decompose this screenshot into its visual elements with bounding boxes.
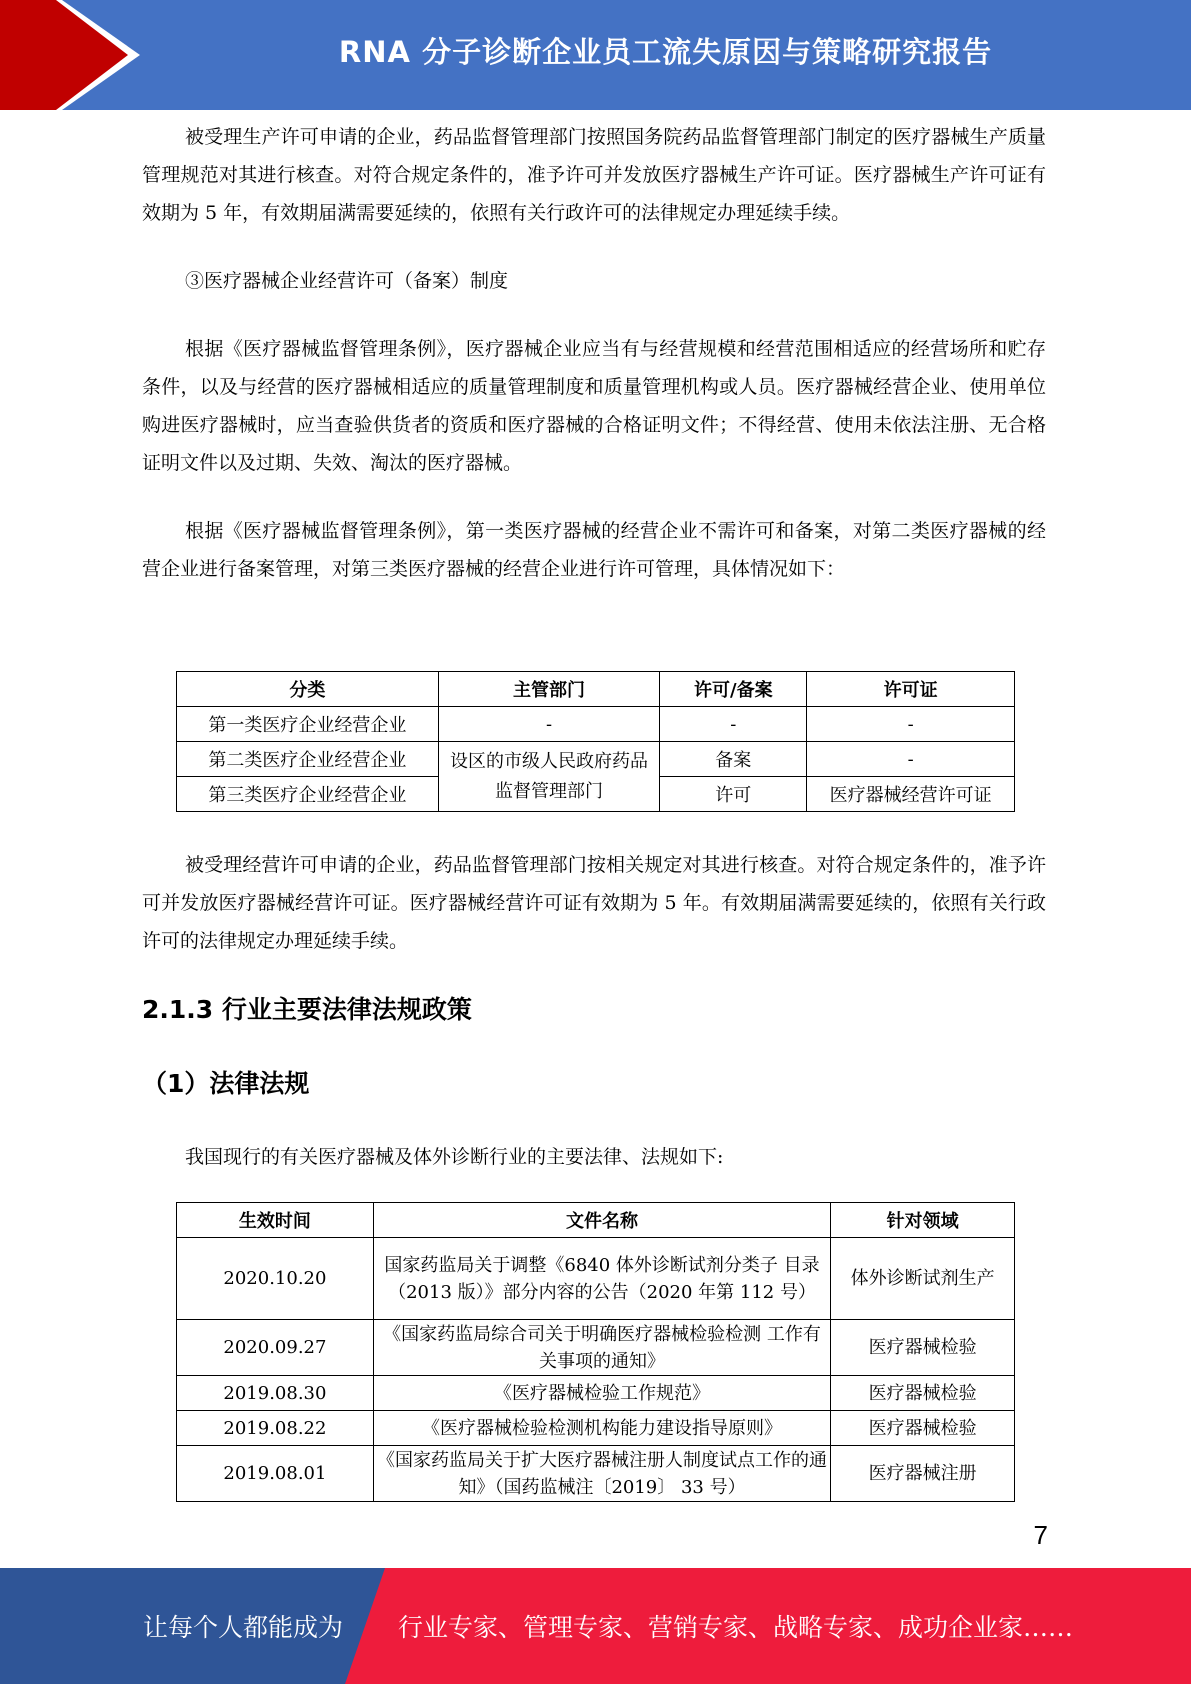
table-header-row <box>177 1203 1015 1238</box>
table-cell: - <box>438 707 660 742</box>
report-title: RNA 分子诊断企业员工流失原因与策略研究报告 <box>338 34 993 69</box>
table-row <box>177 742 1015 777</box>
section-heading: 2.1.3 行业主要法律法规政策 <box>142 995 472 1024</box>
table-cell: 《医疗器械检验检测机构能力建设指导原则》 <box>373 1411 830 1446</box>
table-header: 生效时间 <box>177 1203 374 1238</box>
table-cell: 体外诊断试剂生产 <box>831 1238 1015 1320</box>
table-header: 主管部门 <box>438 672 660 707</box>
subsection-heading: （1）法律法规 <box>142 1069 310 1098</box>
table-cell: 2019.08.30 <box>177 1376 374 1411</box>
table-cell: 第一类医疗企业经营企业 <box>177 707 439 742</box>
paragraph-laws-intro: 我国现行的有关医疗器械及体外诊断行业的主要法律、法规如下: <box>185 1146 724 1168</box>
table-cell-department: 设区的市级人民政府药品监督管理部门 <box>438 742 660 812</box>
table-cell: 2020.09.27 <box>177 1320 374 1376</box>
table-row <box>177 1238 1015 1320</box>
table-header-row <box>177 672 1015 707</box>
table-cell: 医疗器械检验 <box>831 1376 1015 1411</box>
table-cell: 医疗器械经营许可证 <box>807 777 1015 812</box>
table-cell: 《国家药监局关于扩大医疗器械注册人制度试点工作的通知》（国药监械注〔2019〕 33 号） <box>373 1446 830 1502</box>
page-number: 7 <box>1033 1520 1048 1550</box>
table-cell: - <box>660 707 807 742</box>
page-content <box>142 118 1046 588</box>
table-cell: - <box>807 742 1015 777</box>
table-header: 针对领域 <box>831 1203 1015 1238</box>
table-header: 许可证 <box>807 672 1015 707</box>
footer-slogan-left: 让每个人都能成为 <box>143 1613 344 1642</box>
paragraph-business-conditions: 根据《医疗器械监督管理条例》，医疗器械企业应当有与经营规模和经营范围相适应的经营场所和贮存条件，以及与经营的医疗器械相适应的质量管理制度和质量管理机构或人员。医疗器械经营企业、使用单位购进医疗器械时，应当查验供货者的资质和医疗器械的合格证明文件；不得经营、使用未依法注册、无合格证明文件以及过期、失效、淘汰的医疗器械。 <box>142 338 1046 474</box>
table-row <box>177 1376 1015 1411</box>
table-row <box>177 1411 1015 1446</box>
table-cell: 许可 <box>660 777 807 812</box>
table-cell: 国家药监局关于调整《6840 体外诊断试剂分类子 目录（2013 版）》部分内容的公告（2020 年第 112 号） <box>373 1238 830 1320</box>
table-cell: - <box>807 707 1015 742</box>
paragraph-production-license: 被受理生产许可申请的企业，药品监督管理部门按照国务院药品监督管理部门制定的医疗器械生产质量管理规范对其进行核查。对符合规定条件的，准予许可并发放医疗器械生产许可证。医疗器械生产许可证有效期为 5 年，有效期届满需要延续的，依照有关行政许可的法律规定办理延续手续。 <box>142 126 1046 224</box>
paragraph-business-license-validity: 被受理经营许可申请的企业，药品监督管理部门按相关规定对其进行核查。对符合规定条件的，准予许可并发放医疗器械经营许可证。医疗器械经营许可证有效期为 5 年。有效期届满需要延续的，依照有关行政许可的法律规定办理延续手续。 <box>142 854 1046 952</box>
paragraph-classification-management: 根据《医疗器械监督管理条例》，第一类医疗器械的经营企业不需许可和备案，对第二类医疗器械的经营企业进行备案管理，对第三类医疗器械的经营企业进行许可管理，具体情况如下： <box>142 520 1046 580</box>
business-license-table <box>176 671 1015 812</box>
subsection-title-business-license: ③医疗器械企业经营许可（备案）制度 <box>185 270 509 292</box>
table-row <box>177 1320 1015 1376</box>
table-cell: 第三类医疗企业经营企业 <box>177 777 439 812</box>
table-cell: 2020.10.20 <box>177 1238 374 1320</box>
table-cell: 2019.08.01 <box>177 1446 374 1502</box>
table-header: 许可/备案 <box>660 672 807 707</box>
table-row <box>177 707 1015 742</box>
table-row <box>177 1446 1015 1502</box>
table-header: 分类 <box>177 672 439 707</box>
laws-regulations-table <box>176 1202 1015 1502</box>
table-cell: 医疗器械注册 <box>831 1446 1015 1502</box>
footer-slogan-right: 行业专家、管理专家、营销专家、战略专家、成功企业家…… <box>398 1613 1074 1642</box>
table-cell: 第二类医疗企业经营企业 <box>177 742 439 777</box>
page-footer <box>0 1568 1191 1684</box>
table-header: 文件名称 <box>373 1203 830 1238</box>
table-cell: 2019.08.22 <box>177 1411 374 1446</box>
table-cell: 《国家药监局综合司关于明确医疗器械检验检测 工作有关事项的通知》 <box>373 1320 830 1376</box>
page-header <box>0 0 1191 110</box>
table-cell: 备案 <box>660 742 807 777</box>
table-cell: 医疗器械检验 <box>831 1411 1015 1446</box>
table-cell: 《医疗器械检验工作规范》 <box>373 1376 830 1411</box>
table-cell: 医疗器械检验 <box>831 1320 1015 1376</box>
